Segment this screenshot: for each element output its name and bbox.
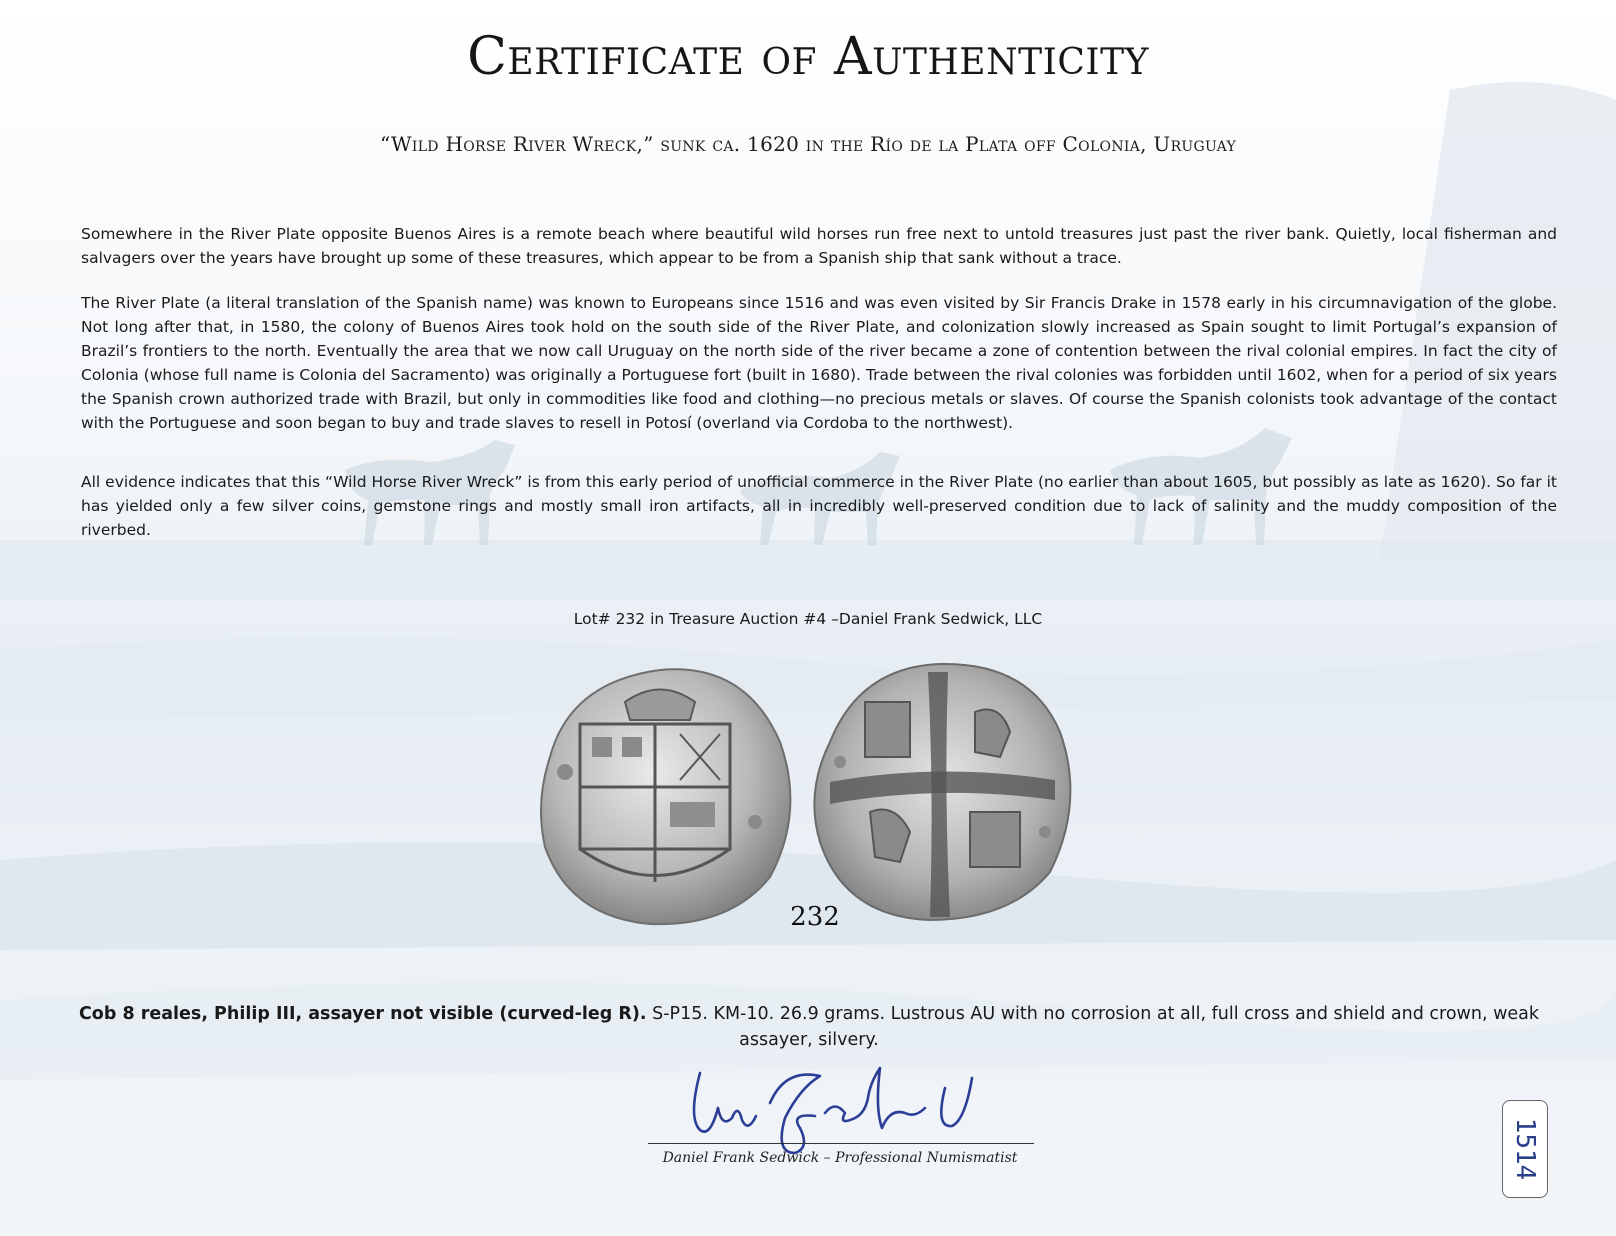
lot-line: Lot# 232 in Treasure Auction #4 –Daniel Frank Sedwick, LLC	[573, 610, 1043, 628]
certificate-subtitle: “Wild Horse River Wreck,” sunk ca. 1620 in the Río de la Plata off Colonia, Uruguay	[379, 132, 1237, 156]
history-paragraph-3: All evidence indicates that this “Wild Horse River Wreck” is from this early period of unofficial commerce in the River Plate (no earlier than about 1605, but possibly as late as 1620). So far it has yielded only a few silver coins, gemstone rings and mostly small iron artifacts, all in incredibly well-preserved condition due to lack of salinity and the muddy composition of the riverbed.	[81, 473, 1557, 539]
coin-description	[64, 1001, 1554, 1053]
inventory-number-label	[1502, 1100, 1548, 1198]
signature-caption: Daniel Frank Sedwick – Professional Numismatist	[662, 1150, 1018, 1166]
certificate-title: Certificate of Authenticity	[467, 27, 1149, 87]
coin-obverse-shield	[541, 669, 790, 924]
coin-description-details: S-P15. KM-10. 26.9 grams. Lustrous AU with no corrosion at all, full cross and shield and crown, weak assayer, silvery.	[646, 1004, 1540, 1050]
coin-description-title: Cob 8 reales, Philip III, assayer not visible (curved-leg R).	[78, 1004, 647, 1024]
coin-photo	[530, 662, 1100, 952]
history-paragraph-2: The River Plate (a literal translation of the Spanish name) was known to Europeans since 1516 and was even visited by Sir Francis Drake in 1578 early in his circumnavigation of the globe. Not long after that, in 1580, the colony of Buenos Aires took hold on the south side of the River Plate, and colonization slowly increased as Spain sought to limit Portugal’s expansion of Brazil’s frontiers to the north. Eventually the area that we now call Uruguay on the north side of the river became a zone of contention between the rival colonial empires. In fact the city of Colonia (whose full name is Colonia del Sacramento) was originally a Portuguese fort (built in 1680). Trade between the rival colonies was forbidden until 1602, when for a period of six years the Spanish crown authorized trade with Brazil, but only in commodities like food and clothing—no precious metals or slaves. Of course the Spanish colonists took advantage of the contact with the Portuguese and soon began to buy and trade slaves to resell in Potosí (overland via Cordoba to the northwest).	[81, 294, 1557, 432]
coin-reverse-cross	[814, 664, 1070, 920]
signature-line	[648, 1143, 1034, 1144]
coin-lot-number: 232	[790, 902, 840, 932]
inventory-number: 1514	[1510, 1117, 1540, 1181]
history-paragraph-1: Somewhere in the River Plate opposite Buenos Aires is a remote beach where beautiful wild horses run free next to untold treasures just past the river bank. Quietly, local fisherman and salvagers over the years have brought up some of these treasures, which appear to be from a Spanish ship that sank without a trace.	[81, 225, 1557, 267]
